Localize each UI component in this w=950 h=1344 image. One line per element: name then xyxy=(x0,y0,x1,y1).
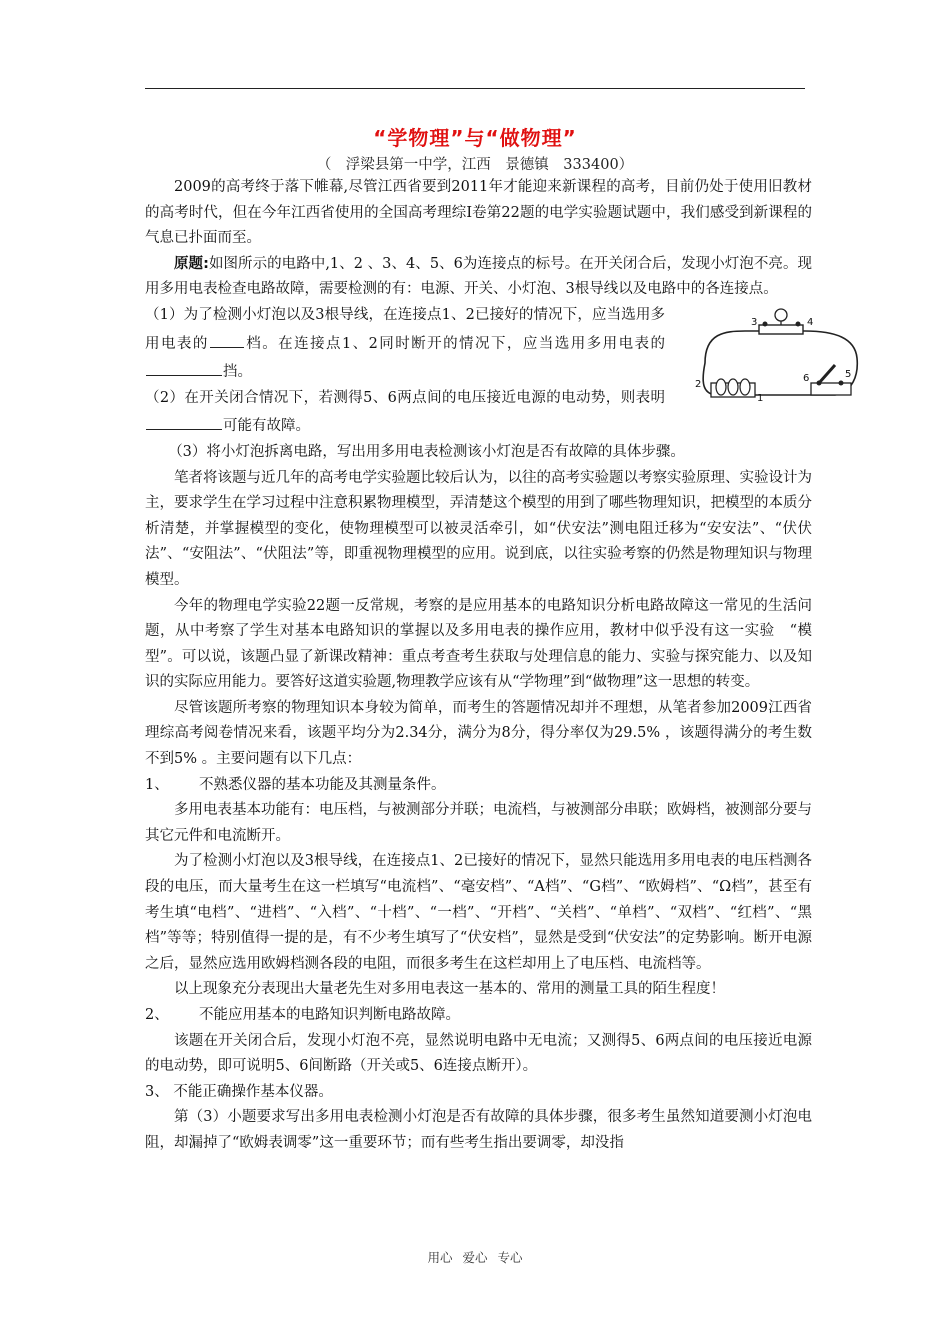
page-footer: 用心 爱心 专心 xyxy=(427,1250,523,1265)
answer-blank-1 xyxy=(210,329,244,348)
q2-part-a: （2）在开关闭合情况下，若测得5、6两点间的电压接近电源的电动势，则表明 xyxy=(145,389,665,406)
answer-blank-3 xyxy=(146,411,222,430)
circuit-diagram xyxy=(685,303,865,413)
paragraph-3: 尽管该题所考察的物理知识本身较为简单，而考生的答题情况却并不理想，从笔者参加2009江西省理综高考阅卷情况来看，该题平均分为2.34分，满分为8分，得分率仅为29.5% ，该题得满分的考生数不到5% 。主要问题有以下几点： xyxy=(145,699,812,768)
label-3: 3 xyxy=(751,316,758,328)
header-rule xyxy=(145,88,805,89)
issue-1 xyxy=(145,773,812,799)
label-1: 1 xyxy=(757,392,764,404)
problem-label: 原题: xyxy=(174,255,209,272)
author-affiliation: （ 浮梁县第一中学，江西 景德镇 333400） xyxy=(316,157,634,173)
battery-group xyxy=(711,379,755,397)
paragraph-8: 第（3）小题要求写出多用电表检测小灯泡是否有故障的具体步骤，很多考生虽然知道要测小灯泡电阻，却漏掉了“欧姆表调零”这一重要环节；而有些考生指出要调零，却没指 xyxy=(145,1109,812,1151)
question-3: （3）将小灯泡拆离电路，写出用多用电表检测该小灯泡是否有故障的具体步骤。 xyxy=(168,443,685,460)
q1-part-c: 挡。 xyxy=(223,364,252,381)
q1-part-b: 档。在连接点1、2同时断开的情况下，应当选用多用电表的 xyxy=(244,335,665,352)
issue-1-number: 1、 xyxy=(145,776,169,793)
issue-2-text: 不能应用基本的电路知识判断电路故障。 xyxy=(199,1007,460,1023)
label-5: 5 xyxy=(845,368,852,380)
intro-paragraph: 2009的高考终于落下帷幕,尽管江西省要到2011年才能迎来新课程的高考，目前仍处于使用旧教材的高考时代，但在今年江西省使用的全国高考理综I卷第22题的电学实验题试题中，我们感受到新课程的气息已扑面而至。 xyxy=(145,179,812,247)
q2-part-b: 可能有故障。 xyxy=(223,418,310,435)
label-2: 2 xyxy=(695,378,702,390)
article-body xyxy=(145,175,852,1157)
question-2 xyxy=(145,386,665,440)
issue-2-number: 2、 xyxy=(145,1007,169,1023)
question-1 xyxy=(145,303,665,386)
paragraph-2: 今年的物理电学实验22题一反常规，考察的是应用基本的电路知识分析电路故障这一常见的生活问题，从中考察了学生对基本电路知识的掌握以及多用电表的操作应用，教材中似乎没有这一实验 “模型”。可以说，该题凸显了新课改精神：重点考查考生获取与处理信息的能力、实验与探究能力、以及知识的实际应用能力。要答好这道实验题,物理教学应该有从“学物理”到“做物理”这一思想的转变。 xyxy=(145,597,812,691)
issue-2 xyxy=(145,1003,812,1029)
problem-text: 如图所示的电路中,1、2 、3、4、5、6为连接点的标号。在开关闭合后，发现小灯泡不亮。现用多用电表检查电路故障，需要检测的有：电源、开关、小灯泡、3根导线以及电路中的各连接点。 xyxy=(145,255,812,298)
answer-blank-2 xyxy=(146,357,222,376)
label-4: 4 xyxy=(807,316,814,328)
paragraph-7: 该题在开关闭合后，发现小灯泡不亮，显然说明电路中无电流；又测得5、6两点间的电压接近电源的电动势，即可说明5、6间断路（开关或5、6连接点断开）。 xyxy=(145,1032,812,1075)
paragraph-5: 为了检测小灯泡以及3根导线，在连接点1、2已接好的情况下，显然只能选用多用电表的电压档测各段的电压，而大量考生在这一栏填写“电流档”、“毫安档”、“A档”、“G档”、“欧姆档”、“Ω档”，甚至有考生填“电档”、“进档”、“入档”、“十档”、“一档”、“开档”、“关档”、“单档”、“双档”、“红档”、“黑档”等等；特别值得一提的是，有不少考生填写了“伏安档”，显然是受到“伏安法”的定势影响。断开电源之后，显然应选用欧姆档测各段的电阻，而很多考生在这栏却用上了电压档、电流档等。 xyxy=(145,853,812,972)
issue-1-text: 不熟悉仪器的基本功能及其测量条件。 xyxy=(199,776,446,793)
paragraph-1: 笔者将该题与近几年的高考电学实验题比较后认为，以往的高考实验题以考察实验原理、实验设计为主，要求学生在学习过程中注意积累物理模型，弄清楚这个模型的用到了哪些物理知识，把模型的本质分析清楚，并掌握模型的变化，使物理模型可以被灵活牵引，如“伏安法”测电阻迁移为“安安法”、“伏伏法”、“安阻法”、“伏阻法”等，即重视物理模型的应用。说到底，以往实验考察的仍然是物理知识与物理模型。 xyxy=(145,469,812,588)
question-block xyxy=(145,303,852,440)
q1-part-a: （1）为了检测小灯泡以及3根导线，在连接点1、2已接好的情况下，应当选用多用电表的 xyxy=(145,306,665,352)
page-title: “学物理”与“做物理” xyxy=(373,126,577,150)
problem-paragraph xyxy=(145,252,812,303)
question-text xyxy=(145,303,665,440)
label-6: 6 xyxy=(803,372,810,384)
paragraph-6: 以上现象充分表现出大量老先生对多用电表这一基本的、常用的测量工具的陌生程度！ xyxy=(174,981,725,998)
paragraph-4: 多用电表基本功能有：电压档，与被测部分并联；电流档，与被测部分串联；欧姆档，被测部分要与其它元件和电流断开。 xyxy=(145,802,812,844)
issue-3: 3、 不能正确操作基本仪器。 xyxy=(145,1083,333,1100)
